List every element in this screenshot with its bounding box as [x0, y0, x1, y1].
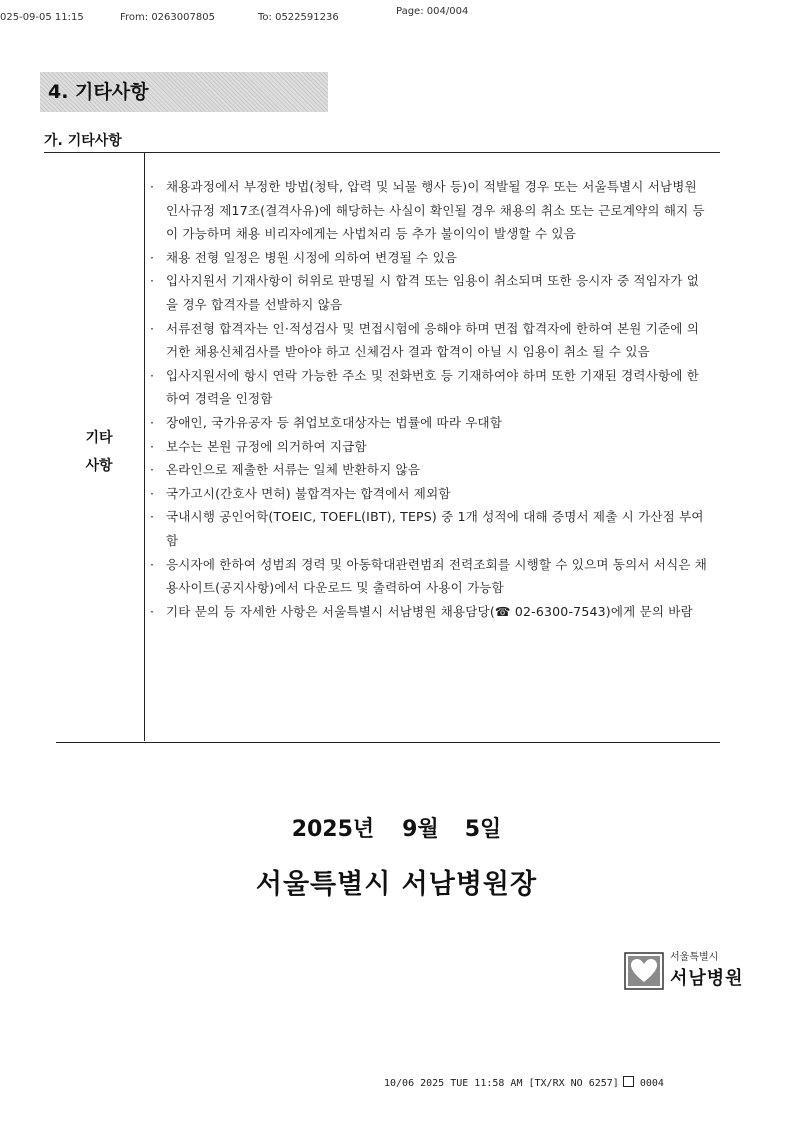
fax-from: From: 0263007805 — [120, 12, 215, 23]
bullet-icon: · — [150, 179, 155, 194]
notice-item — [144, 600, 714, 624]
bullet-icon: · — [150, 367, 155, 383]
row-label-line-2: 사항 — [85, 458, 113, 474]
notice-item-text: 기타 문의 등 자세한 사항은 서울특별시 서남병원 채용담당(☎ 02-6300-7543)에게 문의 바람 — [166, 603, 693, 619]
notice-item-text: 응시자에 한하여 성범죄 경력 및 아동학대관련범죄 전력조회를 시행할 수 있으며 동의서 서식은 채용사이트(공지사항)에서 다운로드 및 출력하여 사용이 가능함 — [166, 556, 708, 596]
notice-item-text: 온라인으로 제출한 서류는 일체 반환하지 않음 — [166, 462, 421, 478]
fax-header — [0, 6, 793, 28]
notice-item — [144, 505, 714, 552]
subsection-heading: 가. 기타사항 — [44, 133, 122, 149]
notice-item — [144, 458, 714, 482]
logo-hospital-text: 서남병원 — [670, 968, 744, 989]
fax-footer-page: 0004 — [639, 1078, 664, 1089]
notice-item-text: 서류전형 합격자는 인·적성검사 및 면접시험에 응해야 하며 면접 합격자에 한하여 본원 기준에 의거한 채용신체검사를 받아야 하고 신체검사 결과 합격이 아닐 시 임용이 취소 될 수 있음 — [166, 320, 699, 360]
notice-item-text: 채용 전형 일정은 병원 시정에 의하여 변경될 수 있음 — [166, 249, 458, 265]
bullet-icon: · — [150, 249, 155, 265]
row-label — [56, 424, 142, 480]
fax-to: To: 0522591236 — [258, 12, 339, 23]
bullet-icon: · — [150, 414, 155, 430]
date-day: 5일 — [464, 817, 502, 842]
fax-timestamp: 025-09-05 11:15 — [0, 12, 84, 23]
notice-item-text: 입사지원서에 항시 연락 가능한 주소 및 전화번호 등 기재하여야 하며 또한 기재된 경력사항에 한하여 경력을 인정함 — [166, 367, 699, 407]
page-icon — [623, 1076, 634, 1087]
notice-item-text: 장애인, 국가유공자 등 취업보호대상자는 법률에 따라 우대함 — [166, 414, 503, 430]
notice-item-text: 채용과정에서 부정한 방법(청탁, 압력 및 뇌물 행사 등)이 적발될 경우 또는 서울특별시 서남병원 인사규정 제17조(결격사유)에 해당하는 사실이 확인될 경우 채용의 취소 또는 근로계약의 해지 등이 가능하며 채용 비리자에게는 사법처리 등 추가 불이익이 발생할 수 있음 — [166, 179, 705, 242]
bullet-icon: · — [150, 509, 155, 525]
notice-item — [144, 269, 714, 316]
notice-item — [144, 482, 714, 506]
notice-item — [144, 435, 714, 459]
bullet-icon: · — [150, 438, 155, 454]
notice-item — [144, 411, 714, 435]
bullet-icon: · — [150, 273, 155, 289]
fax-footer-text: 10/06 2025 TUE 11:58 AM [TX/RX NO 6257] — [384, 1078, 619, 1089]
hospital-logo — [624, 948, 754, 994]
table-top-rule — [44, 152, 720, 153]
table-bottom-rule — [56, 742, 720, 743]
bullet-icon: · — [150, 556, 155, 572]
notice-item — [144, 553, 714, 600]
hospital-emblem-icon — [624, 952, 664, 990]
notice-item-text: 입사지원서 기재사항이 허위로 판명될 시 합격 또는 임용이 취소되며 또한 응시자 중 적임자가 없을 경우 합격자를 선발하지 않음 — [166, 273, 699, 312]
notice-item-text: 국내시행 공인어학(TOEIC, TOEFL(IBT), TEPS) 중 1개 성적에 대해 증명서 제출 시 가산점 부여함 — [166, 509, 704, 548]
bullet-icon: · — [150, 320, 155, 336]
date-year: 2025년 — [291, 817, 375, 842]
notice-item — [144, 246, 714, 270]
notice-item — [144, 364, 714, 411]
bullet-icon: · — [150, 603, 155, 619]
issue-date — [0, 812, 793, 843]
fax-page: Page: 004/004 — [396, 6, 469, 17]
bullet-icon: · — [150, 485, 155, 501]
notice-item-text: 국가고시(간호사 면허) 불합격자는 합격에서 제외함 — [166, 485, 451, 501]
notice-item — [144, 175, 714, 246]
bullet-icon: · — [150, 462, 155, 478]
fax-footer — [384, 1076, 664, 1089]
logo-city-text: 서울특별시 — [670, 952, 719, 963]
notice-item-text: 보수는 본원 규정에 의거하여 지급함 — [166, 438, 367, 454]
issuer-name: 서울특별시 서남병원장 — [255, 869, 538, 900]
row-label-line-1: 기타 — [85, 430, 113, 446]
section-heading: 4. 기타사항 — [40, 72, 328, 112]
date-month: 9월 — [402, 817, 439, 842]
notice-item — [144, 317, 714, 364]
notice-list — [144, 175, 714, 623]
